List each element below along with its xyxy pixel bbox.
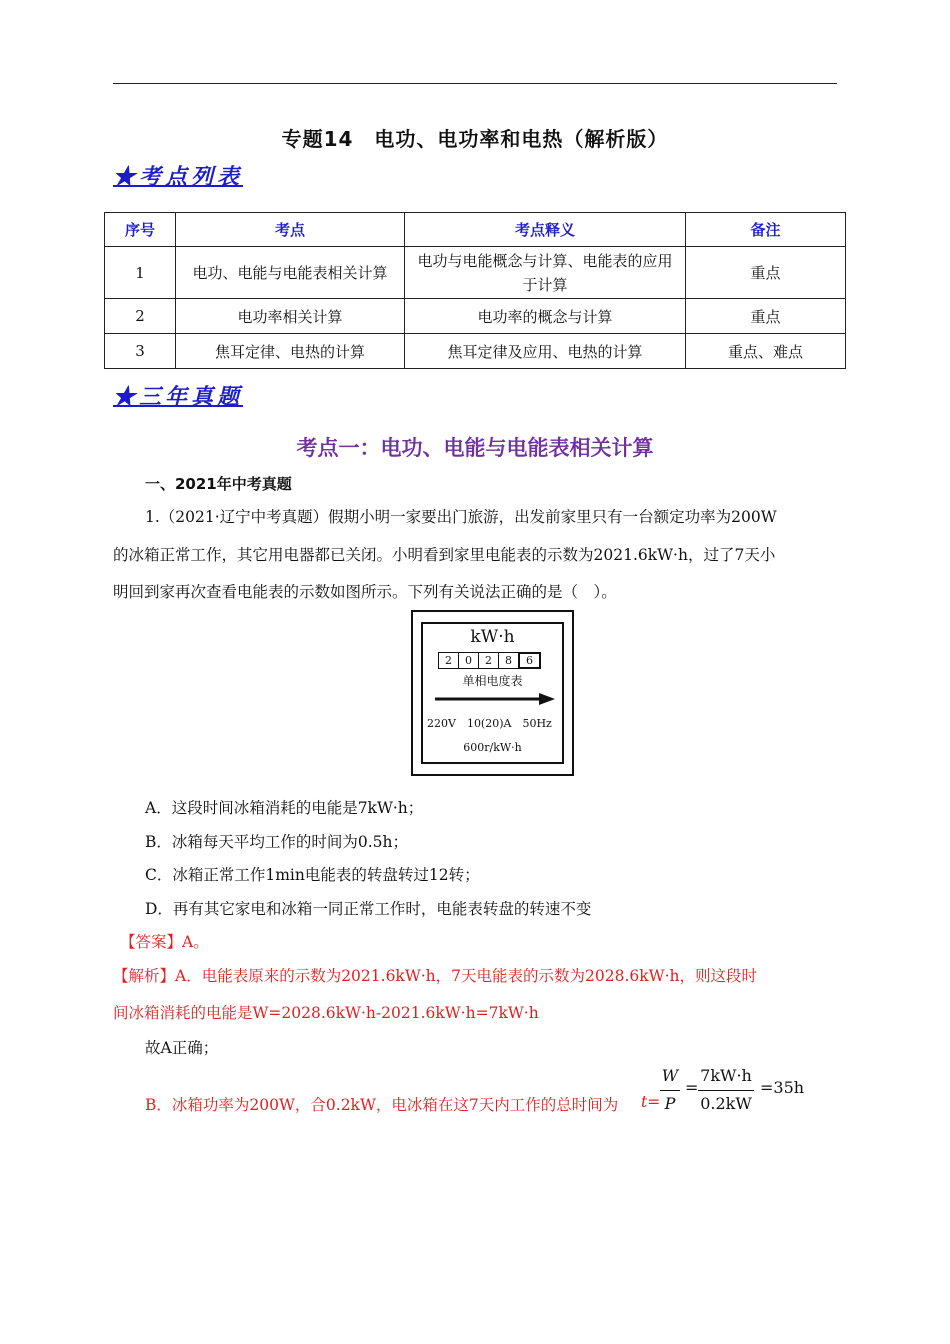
formula-t-equals: t= xyxy=(641,1093,661,1111)
formula-denominator-power: 0.2kW xyxy=(700,1094,752,1113)
fraction-bar xyxy=(660,1090,680,1091)
document-title: 专题14 电功、电功率和电热（解析版） xyxy=(281,127,669,151)
table-header-row xyxy=(105,213,846,247)
electric-meter-figure xyxy=(411,610,574,776)
key-points-table xyxy=(104,212,846,369)
analysis-b-line: B．冰箱功率为200W，合0.2kW，电冰箱在这7天内工作的总时间为 xyxy=(145,1096,619,1114)
rotation-arrow-icon xyxy=(433,692,557,706)
option-b: B．冰箱每天平均工作的时间为0.5h； xyxy=(145,833,409,851)
question-stem-line-2: 的冰箱正常工作，其它用电器都已关闭。小明看到家里电能表的示数为2021.6kW·h，过了7天小 xyxy=(113,546,776,564)
section-heading-points: ★考点列表 xyxy=(113,164,244,190)
table-row xyxy=(105,247,846,299)
cell-description: 电功与电能概念与计算、电能表的应用于计算 xyxy=(405,247,686,299)
topic-heading: 考点一：电功、电能与电能表相关计算 xyxy=(296,436,654,460)
meter-digit: 2 xyxy=(438,652,459,669)
table-row xyxy=(105,299,846,334)
col-header-number: 序号 xyxy=(105,213,176,247)
analysis-conclusion: 故A正确； xyxy=(145,1039,219,1057)
cell-note: 重点、难点 xyxy=(686,334,846,369)
meter-digit: 0 xyxy=(458,652,479,669)
table-row xyxy=(105,334,846,369)
meter-unit-label: kW·h xyxy=(470,627,515,647)
formula-denominator-p: P xyxy=(664,1094,676,1113)
meter-spec-label: 220V 10(20)A 50Hz xyxy=(427,717,552,730)
header-rule xyxy=(113,83,837,84)
cell-note: 重点 xyxy=(686,247,846,299)
cell-note: 重点 xyxy=(686,299,846,334)
formula-numerator-w: W xyxy=(661,1066,679,1085)
cell-number: 2 xyxy=(105,299,176,334)
formula-equals: = xyxy=(685,1078,699,1097)
question-stem-line-3: 明回到家再次查看电能表的示数如图所示。下列有关说法正确的是（ ）。 xyxy=(113,583,617,601)
meter-name-label: 单相电度表 xyxy=(462,674,523,688)
cell-point: 焦耳定律、电热的计算 xyxy=(176,334,405,369)
year-subheading: 一、2021年中考真题 xyxy=(145,475,292,493)
cell-number: 3 xyxy=(105,334,176,369)
meter-revolutions-label: 600r/kW·h xyxy=(463,741,522,754)
meter-digit: 2 xyxy=(478,652,499,669)
cell-point: 电功、电能与电能表相关计算 xyxy=(176,247,405,299)
analysis-line-1: 【解析】A．电能表原来的示数为2021.6kW·h，7天电能表的示数为2028.6kW·h，则这段时 xyxy=(113,967,757,985)
option-d: D．再有其它家电和冰箱一同正常工作时，电能表转盘的转速不变 xyxy=(145,900,592,918)
cell-number: 1 xyxy=(105,247,176,299)
meter-digit-decimal: 6 xyxy=(518,652,541,669)
cell-description: 焦耳定律及应用、电热的计算 xyxy=(405,334,686,369)
analysis-line-2: 间冰箱消耗的电能是W=2028.6kW·h-2021.6kW·h=7kW·h xyxy=(113,1004,539,1022)
meter-digit: 8 xyxy=(498,652,519,669)
col-header-point: 考点 xyxy=(176,213,405,247)
option-a: A．这段时间冰箱消耗的电能是7kW·h； xyxy=(145,799,424,817)
cell-point: 电功率相关计算 xyxy=(176,299,405,334)
col-header-description: 考点释义 xyxy=(405,213,686,247)
fraction-bar xyxy=(698,1090,754,1091)
col-header-note: 备注 xyxy=(686,213,846,247)
option-c: C．冰箱正常工作1min电能表的转盘转过12转； xyxy=(145,866,480,884)
formula-numerator-energy: 7kW·h xyxy=(700,1066,752,1085)
section-heading-exams: ★三年真题 xyxy=(113,384,244,410)
answer-label: 【答案】A。 xyxy=(120,933,209,951)
question-stem-line-1: 1.（2021·辽宁中考真题）假期小明一家要出门旅游，出发前家里只有一台额定功率为200W xyxy=(145,508,777,526)
formula-result: =35h xyxy=(760,1078,805,1097)
meter-reading xyxy=(439,652,541,669)
cell-description: 电功率的概念与计算 xyxy=(405,299,686,334)
